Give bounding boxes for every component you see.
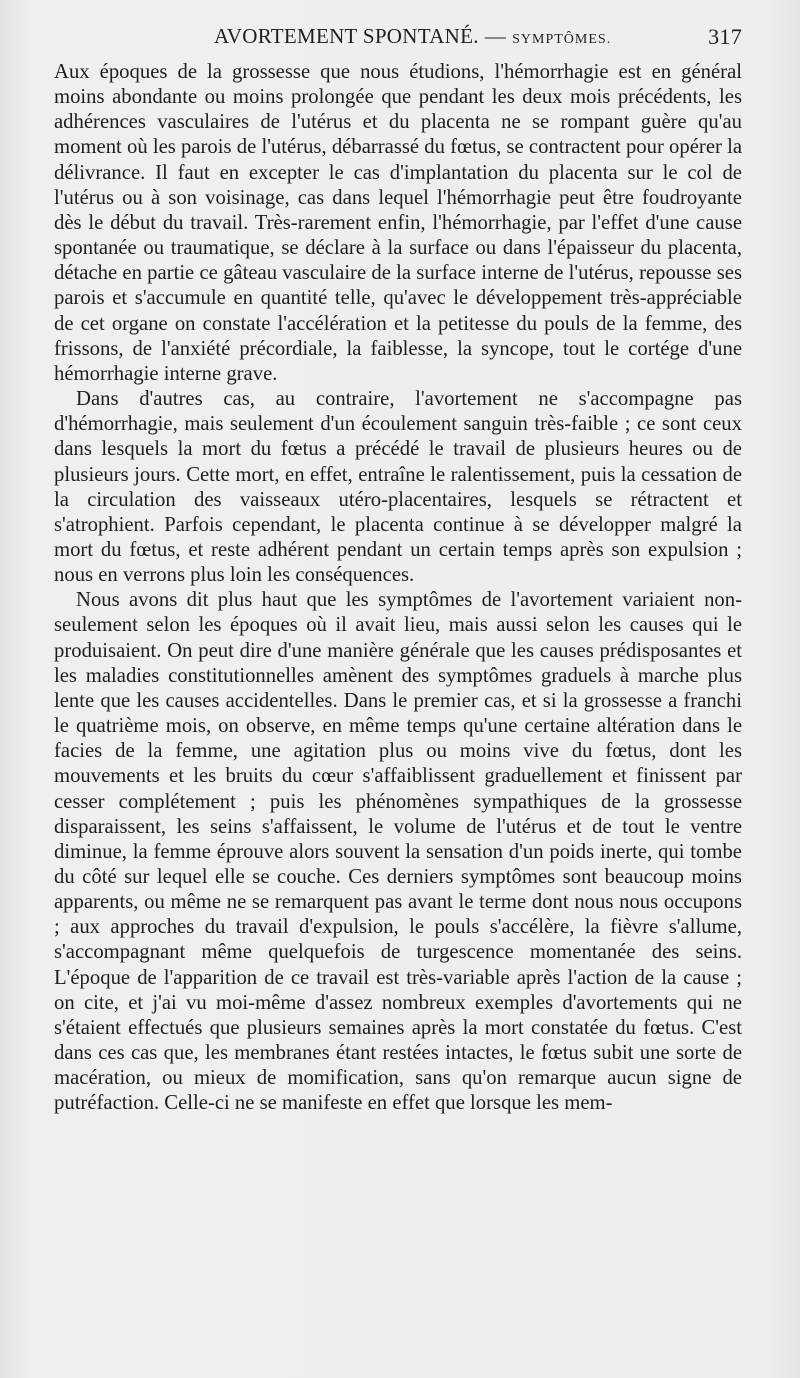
paragraph-1: Aux époques de la grossesse que nous étudions, l'hémorrhagie est en général moins abondante ou moins prolongée que pendant les deux mois précédents, les adhérences vasculaires de l'utérus et du placenta ne se rompant guère qu'au moment où les parois de l'utérus, débarrassé du fœtus, se contractent pour opérer la délivrance. Il faut en excepter le cas d'implantation du placenta sur le col de l'utérus ou à son voisinage, cas dans lequel l'hémorrhagie peut être foudroyante dès le début du travail. Très-rarement enfin, l'hémorrhagie, par l'effet d'une cause spontanée ou traumatique, se déclare à la surface ou dans l'épaisseur du placenta, détache en partie ce gâteau vasculaire de la surface interne de l'utérus, repousse ses parois et s'accumule en quantité telle, qu'avec le développement très-appréciable de cet organe on constate l'accélération et la petitesse du pouls de la femme, des frissons, de l'anxiété précordiale, la faiblesse, la syncope, tout le cortége d'une hémorrhagie interne grave. — [54, 61, 742, 385]
title-separator: — — [484, 24, 507, 48]
paragraph-2: Dans d'autres cas, au contraire, l'avortement ne s'accompagne pas d'hémorrhagie, mais seulement d'un écoulement sanguin très-faible ; ce sont ceux dans lesquels la mort du fœtus a précédé le travail de plusieurs heures ou de plusieurs jours. Cette mort, en effet, entraîne le ralentissement, puis la cessation de la circulation des vaisseaux utéro-placentaires, lesquels se rétractent et s'atrophient. Parfois cependant, le placenta continue à se développer malgré la mort du fœtus, et reste adhérent pendant un certain temps après son expulsion ; nous en verrons plus loin les conséquences. — [54, 388, 742, 587]
body-text — [54, 60, 742, 1117]
section-title: SYMPTÔMES. — [512, 32, 612, 47]
paragraph-3: Nous avons dit plus haut que les symptômes de l'avortement variaient non-seulement selon les époques où il avait lieu, mais aussi selon les causes qui le produisaient. On peut dire d'une manière générale que les causes prédisposantes et les maladies constitutionnelles amènent des symptômes graduels à marche plus lente que les causes accidentelles. Dans le premier cas, et si la grossesse a franchi le quatrième mois, on observe, en même temps qu'une certaine altération dans le facies de la femme, une agitation plus ou moins vive du fœtus, dont les mouvements et les bruits du cœur s'affaiblissent graduellement et finissent par cesser complétement ; puis les phénomènes sympathiques de la grossesse disparaissent, les seins s'affaissent, le volume de l'utérus et de tout le ventre diminue, la femme éprouve alors souvent la sensation d'un poids inerte, qui tombe du côté sur lequel elle se couche. Ces derniers symptômes sont beaucoup moins apparents, ou même ne se remarquent pas avant le terme dont nous nous occupons ; aux approches du travail d'expulsion, le pouls s'accélère, la fièvre s'allume, s'accompagnant même quelquefois de turgescence momentanée des seins. L'époque de l'apparition de ce travail est très-variable après l'action de la cause ; on cite, et j'ai vu moi-même d'assez nombreux exemples d'avortements qui ne s'étaient effectués que plusieurs semaines après la mort constatée du fœtus. C'est dans ces cas que, les membranes étant restées intactes, le fœtus subit une sorte de macération, ou mieux de momification, sans qu'on remarque aucun signe de putréfaction. Celle-ci ne se manifeste en effet que lorsque les mem- — [54, 589, 742, 1115]
page-header — [54, 24, 742, 54]
running-title — [214, 24, 611, 49]
chapter-title: AVORTEMENT SPONTANÉ. — [214, 24, 479, 48]
page-number: 317 — [708, 24, 742, 49]
